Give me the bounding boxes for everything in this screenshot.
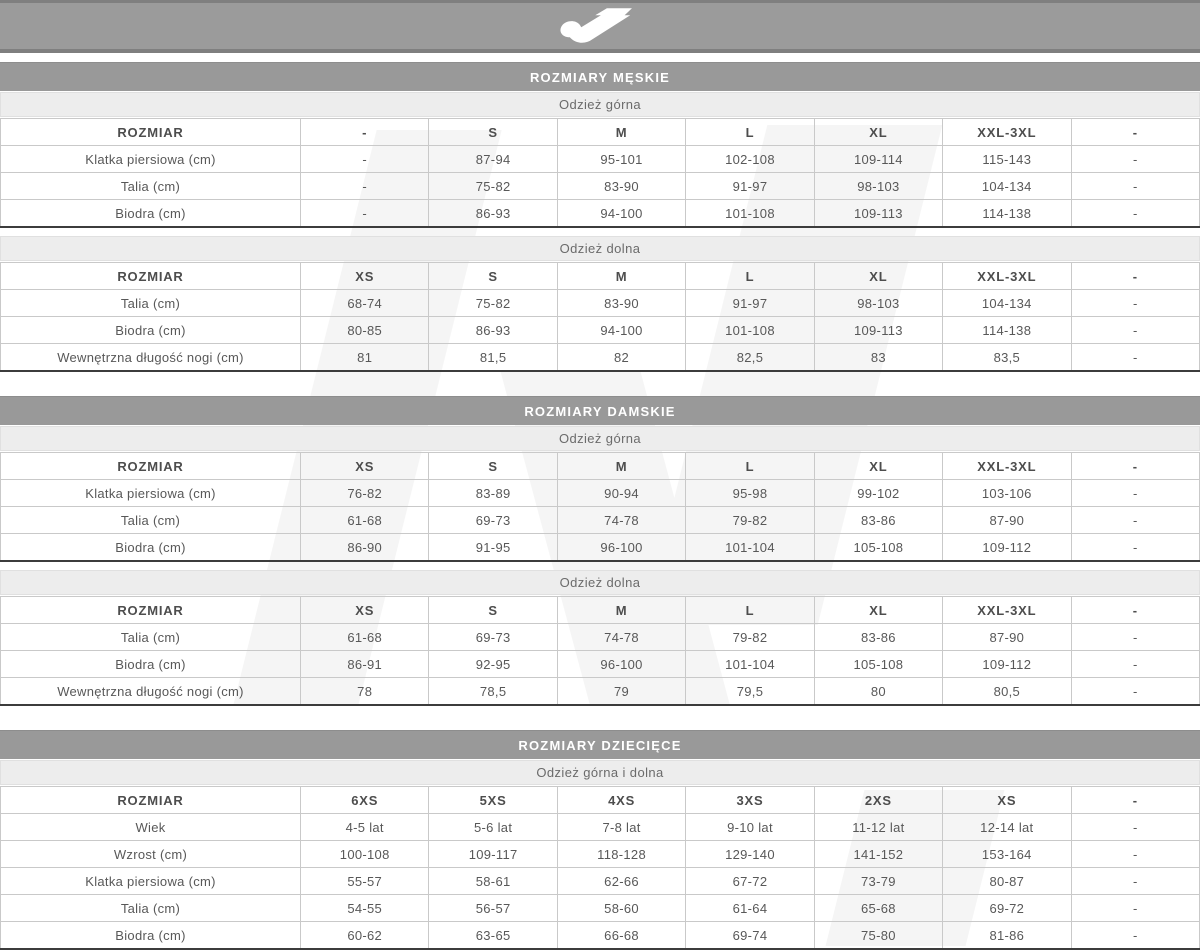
size-value-cell: 61-64 [686,895,814,922]
size-value-cell: 54-55 [301,895,429,922]
size-value-cell: 65-68 [814,895,942,922]
size-value-cell: 87-90 [943,624,1071,651]
size-value-cell: 81-86 [943,922,1071,950]
size-value-cell: 83-90 [557,290,685,317]
measurement-row [1,200,1200,228]
measurement-row [1,841,1200,868]
measurement-label: Klatka piersiowa (cm) [1,146,301,173]
measurement-row [1,480,1200,507]
size-value-cell: - [301,146,429,173]
section-children [0,730,1200,950]
size-value-cell: 63-65 [429,922,557,950]
size-value-cell: - [1071,651,1199,678]
size-value-cell: - [1071,507,1199,534]
men-lower-size-table [0,262,1200,372]
size-column-header: - [1071,119,1199,146]
size-value-cell: 96-100 [557,534,685,562]
size-value-cell: 91-95 [429,534,557,562]
section-men [0,62,1200,372]
size-value-cell: 11-12 lat [814,814,942,841]
size-column-header: L [686,119,814,146]
size-value-cell: 109-112 [943,534,1071,562]
size-column-header: S [429,597,557,624]
size-value-cell: 105-108 [814,534,942,562]
size-value-cell: 80-85 [301,317,429,344]
section-title-bar-men [0,62,1200,91]
section-title: ROZMIARY MĘSKIE [529,69,671,85]
size-value-cell: 81,5 [429,344,557,372]
measurement-label: Klatka piersiowa (cm) [1,868,301,895]
size-value-cell: 9-10 lat [686,814,814,841]
size-value-cell: 96-100 [557,651,685,678]
size-table-corner-header: ROZMIAR [1,263,301,290]
size-column-header: XS [301,263,429,290]
size-value-cell: 109-114 [814,146,942,173]
size-value-cell: - [1071,173,1199,200]
size-column-header: XXL-3XL [943,263,1071,290]
subsection-title: Odzież dolna [559,575,641,590]
size-value-cell: - [1071,200,1199,228]
size-column-header: S [429,263,557,290]
size-column-header: XS [943,787,1071,814]
measurement-row [1,624,1200,651]
size-column-header: 3XS [686,787,814,814]
size-column-header: L [686,453,814,480]
size-value-cell: 12-14 lat [943,814,1071,841]
size-value-cell: 87-94 [429,146,557,173]
size-value-cell: 75-80 [814,922,942,950]
size-value-cell: 109-117 [429,841,557,868]
size-value-cell: - [1071,678,1199,706]
size-column-header: M [557,263,685,290]
size-value-cell: 109-113 [814,200,942,228]
size-header-row [1,263,1200,290]
size-column-header: XL [814,597,942,624]
size-value-cell: 83,5 [943,344,1071,372]
size-value-cell: 87-90 [943,507,1071,534]
size-value-cell: 91-97 [686,173,814,200]
size-column-header: - [1071,787,1199,814]
size-column-header: XL [814,453,942,480]
section-title-bar-women [0,396,1200,425]
size-value-cell: 80,5 [943,678,1071,706]
size-column-header: XL [814,119,942,146]
size-value-cell: 5-6 lat [429,814,557,841]
size-value-cell: 80-87 [943,868,1071,895]
size-value-cell: 86-93 [429,317,557,344]
size-value-cell: 69-73 [429,624,557,651]
size-value-cell: 69-72 [943,895,1071,922]
measurement-label: Wzrost (cm) [1,841,301,868]
size-value-cell: - [1071,922,1199,950]
size-value-cell: 66-68 [557,922,685,950]
measurement-label: Biodra (cm) [1,317,301,344]
size-table-corner-header: ROZMIAR [1,453,301,480]
size-value-cell: 114-138 [943,317,1071,344]
measurement-label: Klatka piersiowa (cm) [1,480,301,507]
size-value-cell: - [1071,480,1199,507]
size-value-cell: 103-106 [943,480,1071,507]
subsection-bar-women-lower [0,570,1200,595]
size-value-cell: 62-66 [557,868,685,895]
subsection-bar-men-lower [0,236,1200,261]
size-value-cell: 100-108 [301,841,429,868]
size-column-header: XXL-3XL [943,453,1071,480]
measurement-row [1,507,1200,534]
measurement-row [1,814,1200,841]
size-column-header: 5XS [429,787,557,814]
size-value-cell: - [1071,895,1199,922]
size-column-header: XXL-3XL [943,597,1071,624]
size-value-cell: 79,5 [686,678,814,706]
subsection-title: Odzież górna [558,97,642,112]
size-value-cell: 94-100 [557,200,685,228]
size-value-cell: 78 [301,678,429,706]
measurement-label: Talia (cm) [1,173,301,200]
size-value-cell: 104-134 [943,173,1071,200]
size-value-cell: 79-82 [686,507,814,534]
size-value-cell: 60-62 [301,922,429,950]
women-upper-size-table [0,452,1200,562]
size-value-cell: 82,5 [686,344,814,372]
size-value-cell: 69-74 [686,922,814,950]
size-value-cell: 7-8 lat [557,814,685,841]
measurement-label: Talia (cm) [1,290,301,317]
size-column-header: 2XS [814,787,942,814]
size-column-header: S [429,453,557,480]
size-value-cell: 92-95 [429,651,557,678]
size-value-cell: 58-60 [557,895,685,922]
size-value-cell: 83-90 [557,173,685,200]
size-value-cell: 153-164 [943,841,1071,868]
size-header-row [1,453,1200,480]
subsection-title: Odzież górna [558,431,642,446]
size-column-header: XS [301,453,429,480]
size-value-cell: - [1071,868,1199,895]
measurement-row [1,290,1200,317]
section-title: ROZMIARY DAMSKIE [524,403,676,419]
measurement-row [1,922,1200,950]
section-women [0,396,1200,706]
size-value-cell: 102-108 [686,146,814,173]
measurement-label: Biodra (cm) [1,922,301,950]
size-value-cell: 75-82 [429,290,557,317]
size-table-corner-header: ROZMIAR [1,119,301,146]
size-value-cell: 83 [814,344,942,372]
size-value-cell: 129-140 [686,841,814,868]
size-value-cell: 61-68 [301,624,429,651]
size-value-cell: - [1071,624,1199,651]
measurement-label: Talia (cm) [1,895,301,922]
size-value-cell: - [301,200,429,228]
women-lower-size-table [0,596,1200,706]
size-value-cell: 118-128 [557,841,685,868]
size-column-header: S [429,119,557,146]
size-column-header: M [557,119,685,146]
size-value-cell: - [1071,317,1199,344]
size-value-cell: 83-89 [429,480,557,507]
size-value-cell: 79-82 [686,624,814,651]
size-value-cell: 61-68 [301,507,429,534]
size-value-cell: 67-72 [686,868,814,895]
size-value-cell: - [1071,290,1199,317]
size-value-cell: 104-134 [943,290,1071,317]
size-value-cell: 114-138 [943,200,1071,228]
brand-banner [0,0,1200,53]
measurement-row [1,868,1200,895]
size-column-header: - [1071,597,1199,624]
joma-swoosh-logo-icon [552,7,648,45]
size-value-cell: 56-57 [429,895,557,922]
size-value-cell: - [1071,534,1199,562]
size-value-cell: 58-61 [429,868,557,895]
measurement-label: Talia (cm) [1,507,301,534]
size-value-cell: 74-78 [557,624,685,651]
measurement-row [1,317,1200,344]
size-value-cell: 80 [814,678,942,706]
size-column-header: M [557,597,685,624]
size-value-cell: 101-108 [686,200,814,228]
size-value-cell: 86-90 [301,534,429,562]
children-size-table [0,786,1200,950]
size-value-cell: 99-102 [814,480,942,507]
size-table-corner-header: ROZMIAR [1,787,301,814]
measurement-label: Biodra (cm) [1,200,301,228]
size-value-cell: 91-97 [686,290,814,317]
size-column-header: 6XS [301,787,429,814]
size-value-cell: - [1071,344,1199,372]
subsection-bar-children [0,760,1200,785]
measurement-label: Wiek [1,814,301,841]
size-value-cell: 86-91 [301,651,429,678]
size-value-cell: 94-100 [557,317,685,344]
size-column-header: - [1071,453,1199,480]
size-value-cell: - [1071,146,1199,173]
size-value-cell: 109-112 [943,651,1071,678]
size-column-header: XS [301,597,429,624]
measurement-label: Biodra (cm) [1,534,301,562]
size-value-cell: 74-78 [557,507,685,534]
size-header-row [1,787,1200,814]
size-value-cell: 83-86 [814,507,942,534]
size-column-header: M [557,453,685,480]
subsection-bar-men-upper [0,92,1200,117]
size-header-row [1,597,1200,624]
measurement-label: Wewnętrzna długość nogi (cm) [1,344,301,372]
size-value-cell: 69-73 [429,507,557,534]
size-column-header: XXL-3XL [943,119,1071,146]
size-value-cell: - [1071,814,1199,841]
size-value-cell: 79 [557,678,685,706]
measurement-row [1,895,1200,922]
measurement-row [1,146,1200,173]
measurement-row [1,678,1200,706]
size-value-cell: 68-74 [301,290,429,317]
size-value-cell: 101-104 [686,651,814,678]
size-value-cell: 73-79 [814,868,942,895]
measurement-row [1,651,1200,678]
size-value-cell: 78,5 [429,678,557,706]
size-value-cell: - [1071,841,1199,868]
men-upper-size-table [0,118,1200,228]
size-value-cell: 82 [557,344,685,372]
size-value-cell: 98-103 [814,173,942,200]
size-value-cell: 95-98 [686,480,814,507]
size-value-cell: 101-108 [686,317,814,344]
size-value-cell: 4-5 lat [301,814,429,841]
size-column-header: XL [814,263,942,290]
size-value-cell: 105-108 [814,651,942,678]
section-title-bar-children [0,730,1200,759]
measurement-row [1,344,1200,372]
measurement-row [1,534,1200,562]
measurement-label: Wewnętrzna długość nogi (cm) [1,678,301,706]
subsection-bar-women-upper [0,426,1200,451]
section-title: ROZMIARY DZIECIĘCE [518,737,682,753]
size-value-cell: 75-82 [429,173,557,200]
size-column-header: L [686,263,814,290]
size-column-header: - [1071,263,1199,290]
size-value-cell: 98-103 [814,290,942,317]
subsection-title: Odzież dolna [559,241,641,256]
size-value-cell: 109-113 [814,317,942,344]
measurement-row [1,173,1200,200]
size-header-row [1,119,1200,146]
size-column-header: L [686,597,814,624]
size-column-header: - [301,119,429,146]
size-value-cell: 95-101 [557,146,685,173]
size-value-cell: 83-86 [814,624,942,651]
size-value-cell: 115-143 [943,146,1071,173]
size-value-cell: 55-57 [301,868,429,895]
size-column-header: 4XS [557,787,685,814]
measurement-label: Talia (cm) [1,624,301,651]
subsection-title: Odzież górna i dolna [536,765,664,780]
size-value-cell: 86-93 [429,200,557,228]
measurement-label: Biodra (cm) [1,651,301,678]
size-table-corner-header: ROZMIAR [1,597,301,624]
size-value-cell: 76-82 [301,480,429,507]
size-value-cell: 81 [301,344,429,372]
size-value-cell: 90-94 [557,480,685,507]
size-value-cell: 141-152 [814,841,942,868]
size-value-cell: 101-104 [686,534,814,562]
size-value-cell: - [301,173,429,200]
